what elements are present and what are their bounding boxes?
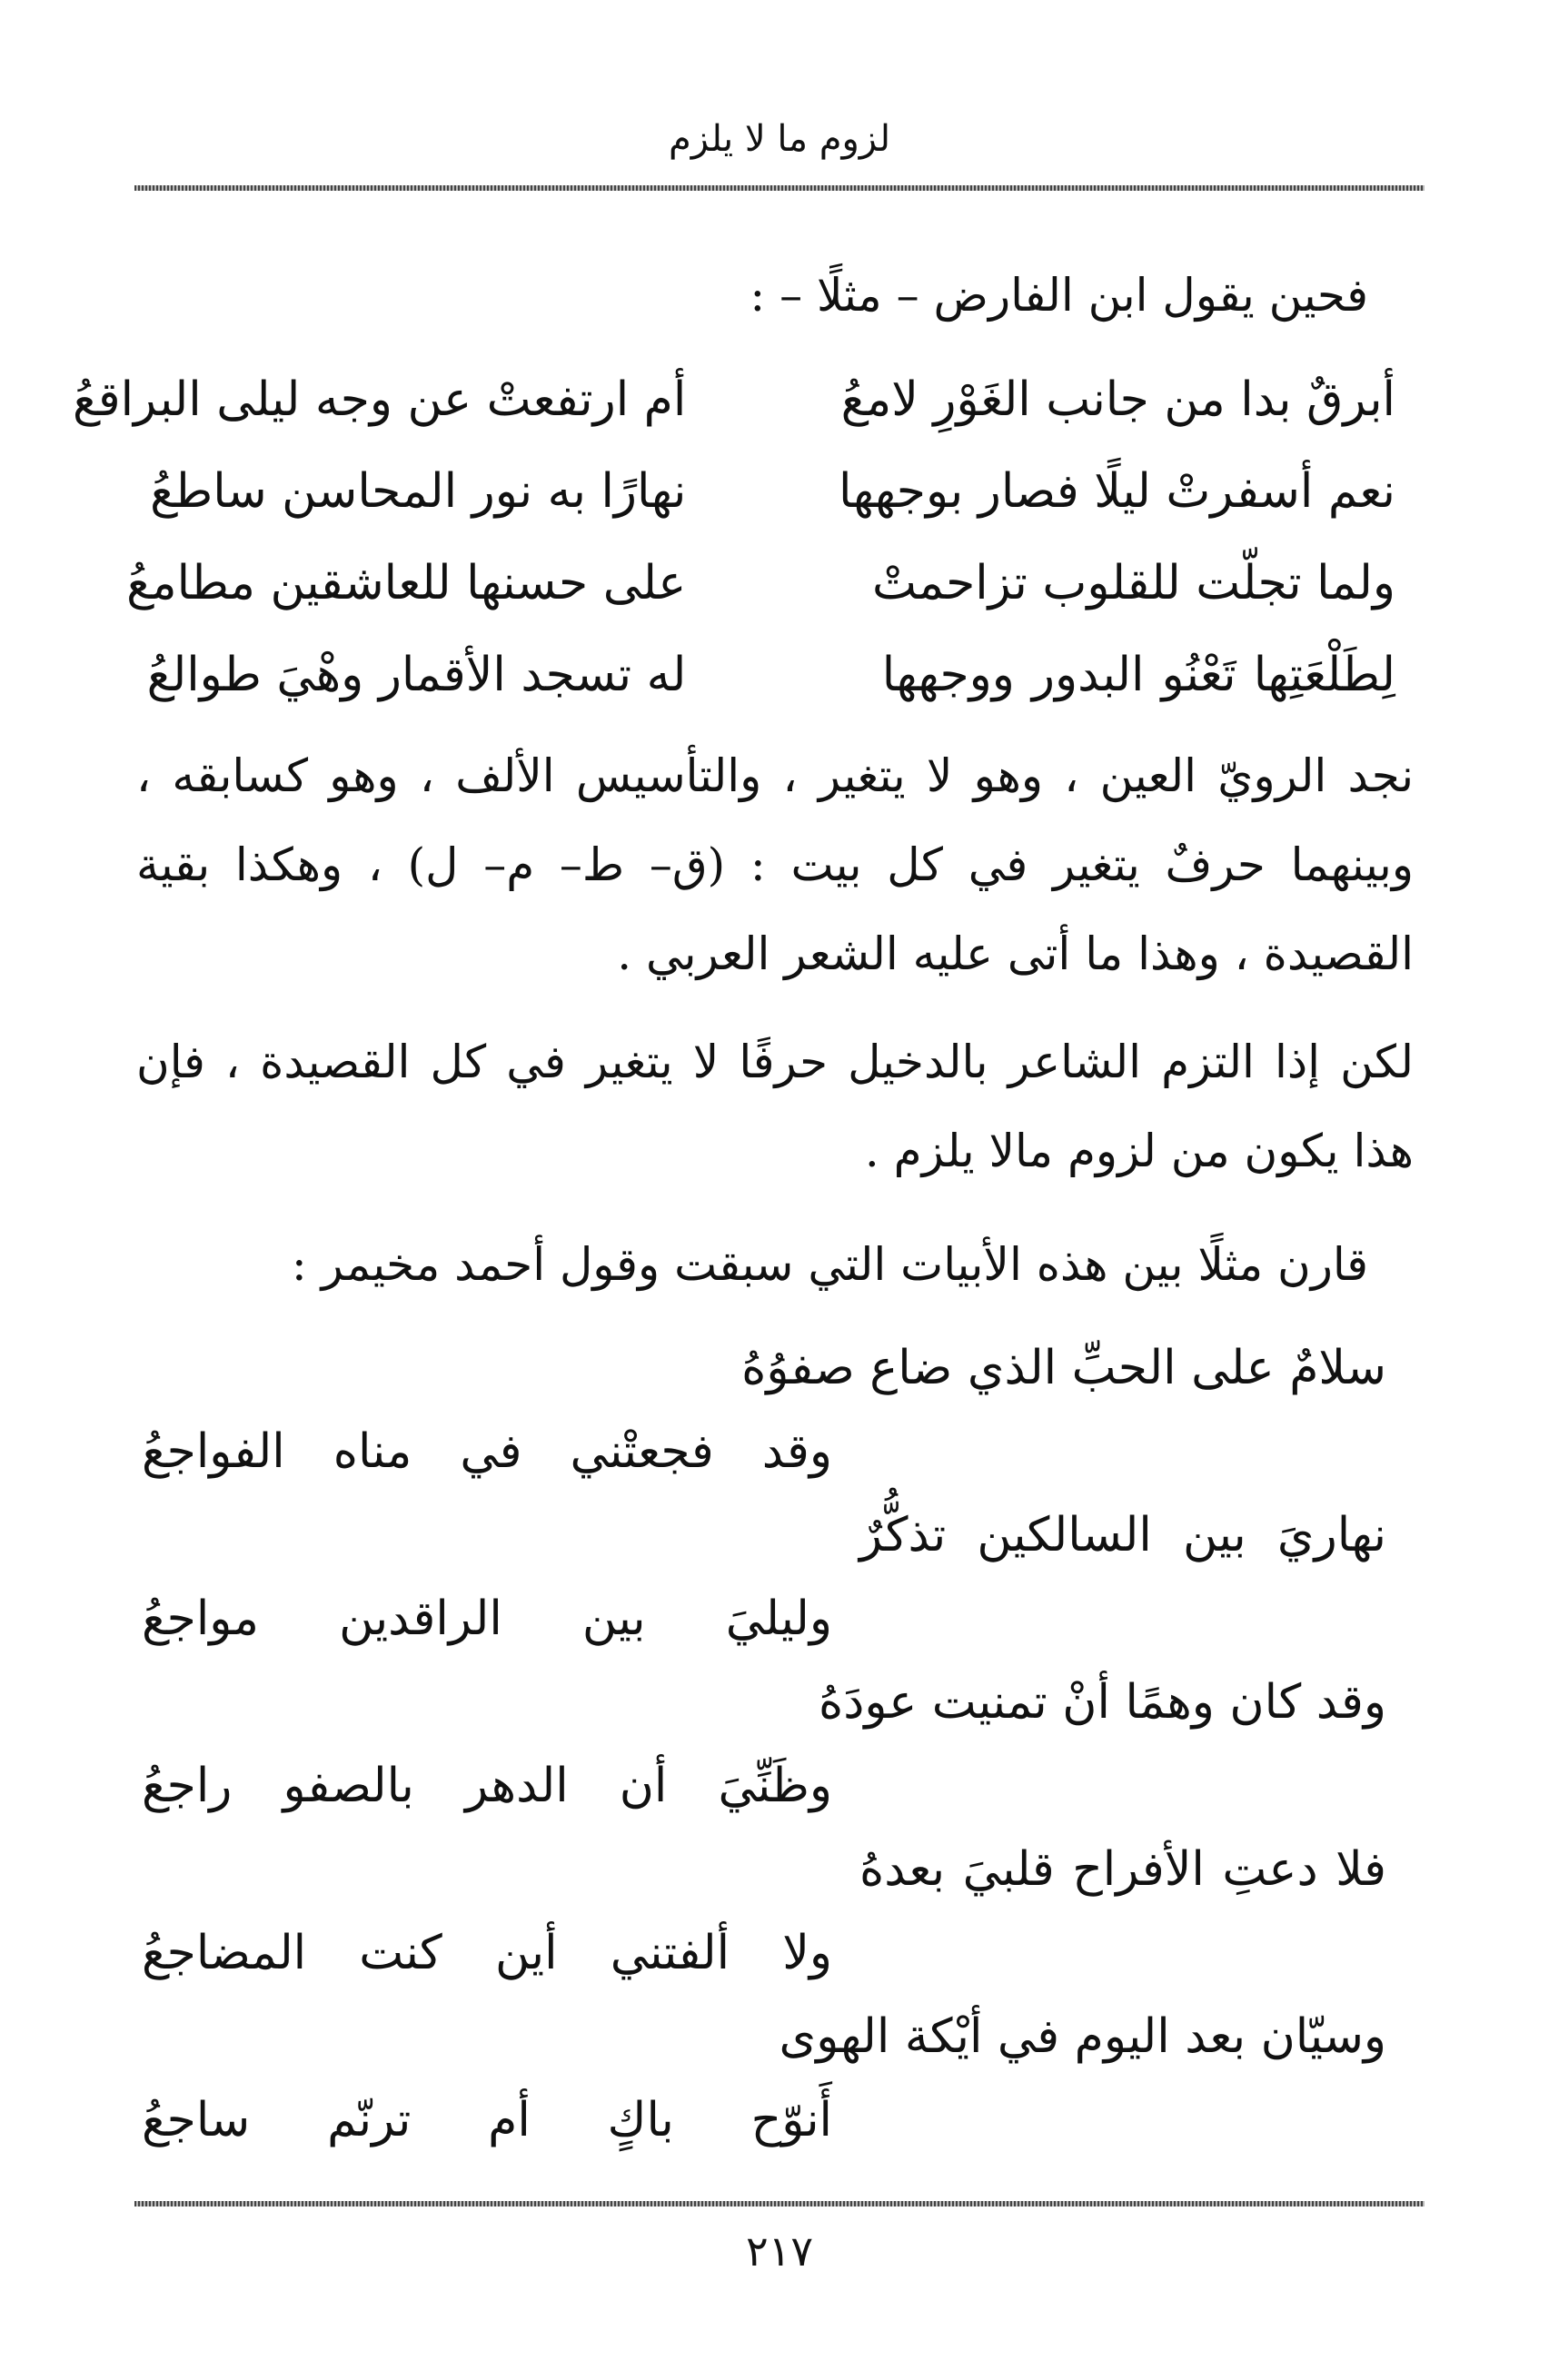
poem-line-second-text: وظَنِّيَ أن الدهر بالصفو راجعُ (142, 1759, 832, 1813)
paragraph-compare: قارن مثلًا بين هذه الأبيات التي سبقت وقول أحمد مخيمر : (291, 1238, 1368, 1291)
intro-line: فحين يقول ابن الفارض – مثلًا – : (750, 269, 1368, 322)
poem-line-first: سلامٌ على الحبِّ الذي ضاع صفوُهُ (741, 1341, 1386, 1395)
poem-line-first: وقد كان وهمًا أنْ تمنيت عودَهُ (818, 1675, 1386, 1730)
verse-second-hemistich: له تسجد الأقمار وهْيَ طوالعُ (146, 648, 687, 702)
verse-second-hemistich: أم ارتفعتْ عن وجه ليلى البراقعُ (73, 372, 687, 427)
poem-line-second-text: وليليَ بين الراقدين مواجعُ (142, 1592, 832, 1646)
poem-line-first: نهاريَ بين السالكين تذكُّرٌ (859, 1508, 1386, 1562)
verse-first-hemistich: أبرقٌ بدا من جانب الغَوْرِ لامعُ (840, 372, 1395, 427)
paragraph-luzum: لكن إذا التزم الشاعر بالدخيل حرفًا لا يتغير في كل القصيدة ، فإن هذا يكون من لزوم مالا يلزم . (136, 1036, 1414, 1177)
ibn-alfarid-verses (73, 359, 1395, 726)
verse-row (150, 451, 1395, 542)
poem-line-second-text: أَنوّح باكٍ أم ترنّم ساجعُ (142, 2093, 832, 2147)
header-rule (134, 185, 1425, 191)
verse-first-hemistich: ولما تجلّت للقلوب تزاحمتْ (871, 556, 1395, 610)
verse-first-hemistich: نعم أسفرتْ ليلًا فصار بوجهها (839, 464, 1395, 519)
poem-line-first: وسيّان بعد اليوم في أيْكة الهوى (779, 2009, 1386, 2064)
verse-second-hemistich: على حسنها للعاشقين مطامعُ (126, 556, 687, 610)
mukhaymir-poem (142, 1326, 1395, 2162)
verse-row (146, 634, 1395, 726)
verse-second-hemistich: نهارًا به نور المحاسن ساطعُ (150, 464, 687, 519)
verse-first-hemistich: لِطَلْعَتِها تَعْنُو البدور ووجهها (881, 648, 1395, 702)
page-number: ٢١٧ (745, 2226, 814, 2276)
poem-line-second-text: وقد فجعتْني في مناه الفواجعُ (142, 1424, 832, 1479)
paragraph-rhyme-analysis: نجد الرويّ العين ، وهو لا يتغير ، والتأسيس الألف ، وهو كسابقه ، وبينهما حرفٌ يتغير في كل بيت : (ق– ط– م– ل) ، وهكذا بقية القصيدة ، وهذا ما أتى عليه الشعر العربي . (136, 749, 1414, 980)
footer-rule (134, 2201, 1425, 2206)
poem-line-second-text: ولا ألفتني أين كنت المضاجعُ (142, 1926, 832, 1980)
running-header: لزوم ما لا يلزم (668, 118, 891, 160)
poem-line-first: فلا دعتِ الأفراح قلبيَ بعدهُ (859, 1842, 1386, 1897)
verse-row (73, 359, 1395, 451)
verse-row (126, 542, 1395, 634)
